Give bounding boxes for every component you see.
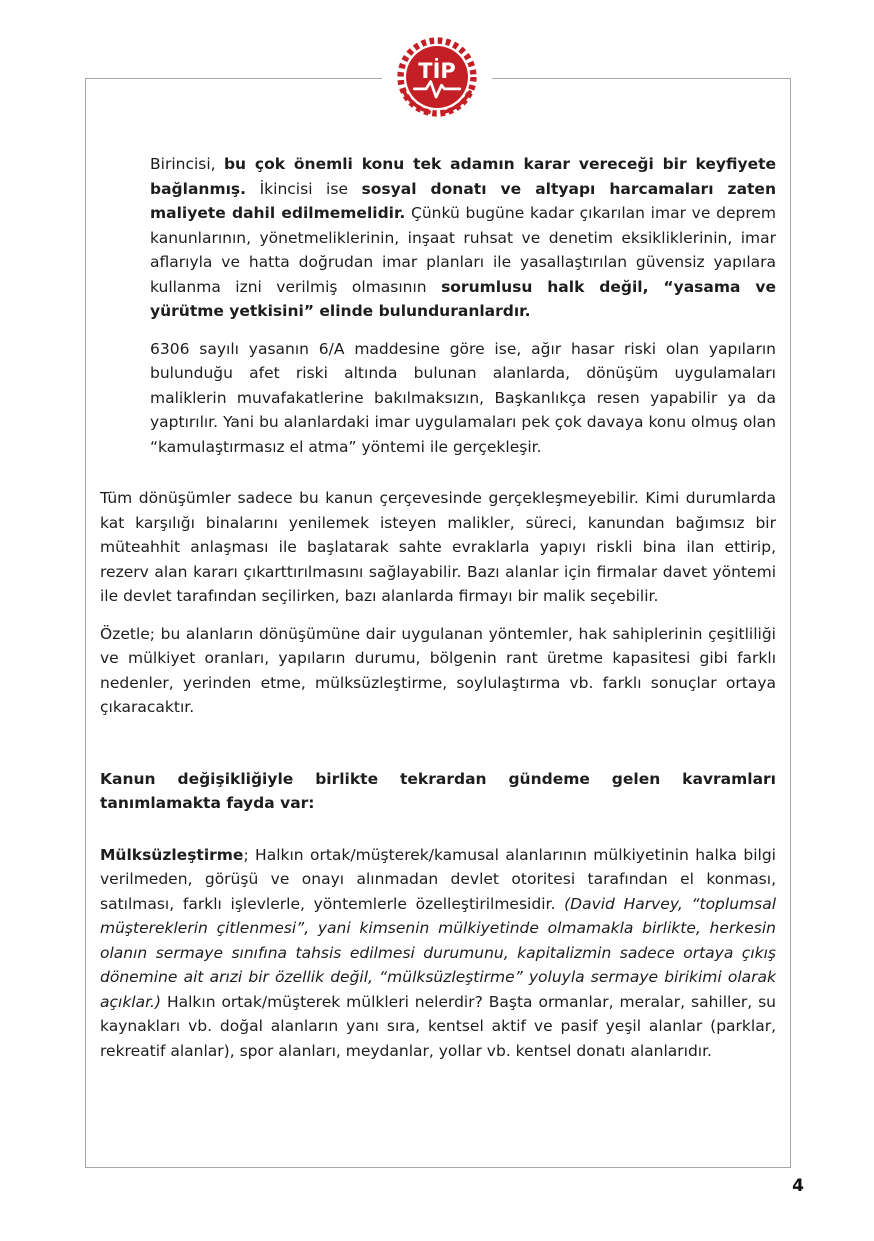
text-run: Birincisi, xyxy=(150,155,224,173)
paragraph xyxy=(100,486,776,609)
text-run: ; Halkın ortak/müşterek/kamusal alanlarının mülkiyetinin halka bilgi verilmeden, görüşü ve onayı alınmadan devlet otoritesi tarafından el konması, satılması, farklı işlevlerle, yöntemlerle özelleştirilmesidir. xyxy=(100,845,776,913)
page-number: 4 xyxy=(792,1176,804,1196)
tip-emblem-icon xyxy=(396,36,478,118)
paragraph xyxy=(100,767,776,816)
text-run: Tüm dönüşümler sadece bu kanun çerçevesinde gerçekleşmeyebilir. Kimi durumlarda kat karşılığı binalarını yenilemek isteyen malikler, süreci, kanundan bağımsız bir müteahhit anlaşması ile başlatarak sahte evraklarla yapıyı riskli bina ilan ettirip, rezerv alan kararı çıkarttırılmasını sağlayabilir. Bazı alanlar için firmalar davet yöntemi ile devlet tarafından seçilirken, bazı alanlarda firmayı bir malik seçebilir. xyxy=(100,489,776,605)
text-run: Çünkü bugüne kadar çıkarılan imar ve deprem kanunlarının, yönetmeliklerinin, inşaat ruhsat ve denetim eksikliklerinin, imar aflarıyla ve hatta doğrudan imar planları ile yasallaştırılan güvensiz yapılara kullanma izni verilmiş olmasının xyxy=(150,204,776,296)
paragraph xyxy=(100,622,776,720)
paragraph xyxy=(150,337,776,460)
text-run: bu çok önemli konu tek adamın karar vereceği bir keyfiyete bağlanmış. xyxy=(150,155,776,198)
text-run: Kanun değişikliğiyle birlikte tekrardan gündeme gelen kavramları tanımlamakta fayda var: xyxy=(100,769,776,812)
text-run: Halkın ortak/müşterek mülkleri nelerdir? Başta ormanlar, meralar, sahiller, su kaynakları vb. doğal alanların yanı sıra, kentsel aktif ve pasif yeşil alanlar (parklar, rekreatif alanlar), spor alanları, meydanlar, yollar vb. kentsel donatı alanlarıdır. xyxy=(100,992,776,1060)
paragraph xyxy=(150,152,776,324)
text-run: sosyal donatı ve altyapı harcamaları zaten maliyete dahil edilmemelidir. xyxy=(150,179,776,222)
text-run: İkincisi ise xyxy=(246,179,362,198)
text-run: (David Harvey, “toplumsal müştereklerin çitlenmesi”, yani kimsenin mülkiyetinde olmamakla birlikte, herkesin olanın sermaye sınıfına tahsis edilmesi durumunu, kapitalizmin sadece ortaya çıkış dönemine ait arızi bir özellik değil, “mülksüzleştirme” yoluyla sermaye birikimi olarak açıklar.) xyxy=(100,894,776,1011)
document-body xyxy=(100,152,776,1063)
text-run: Özetle; bu alanların dönüşümüne dair uygulanan yöntemler, hak sahiplerinin çeşitliliği ve mülkiyet oranları, yapıların durumu, bölgenin rant üretme kapasitesi gibi farklı nedenler, yerinden etme, mülksüzleştirme, soylulaştırma vb. farklı sonuçlar ortaya çıkaracaktır. xyxy=(100,624,776,716)
paragraph xyxy=(100,843,776,1064)
text-run: Mülksüzleştirme xyxy=(100,845,244,864)
party-logo xyxy=(382,36,492,122)
logo-text: TİP xyxy=(418,58,456,83)
text-run: 6306 sayılı yasanın 6/A maddesine göre ise, ağır hasar riski olan yapıların bulunduğu afet riski altında bulunan alanlarda, dönüşüm uygulamaları maliklerin muvafakatlerine bakılmaksızın, Başkanlıkça resen yapabilir ya da yaptırılır. Yani bu alanlardaki imar uygulamaları pek çok davaya konu olmuş olan “kamulaştırmasız el atma” yöntemi ile gerçekleşir. xyxy=(150,339,776,456)
text-run: sorumlusu halk değil, “yasama ve yürütme yetkisini” elinde bulunduranlardır. xyxy=(150,277,776,320)
